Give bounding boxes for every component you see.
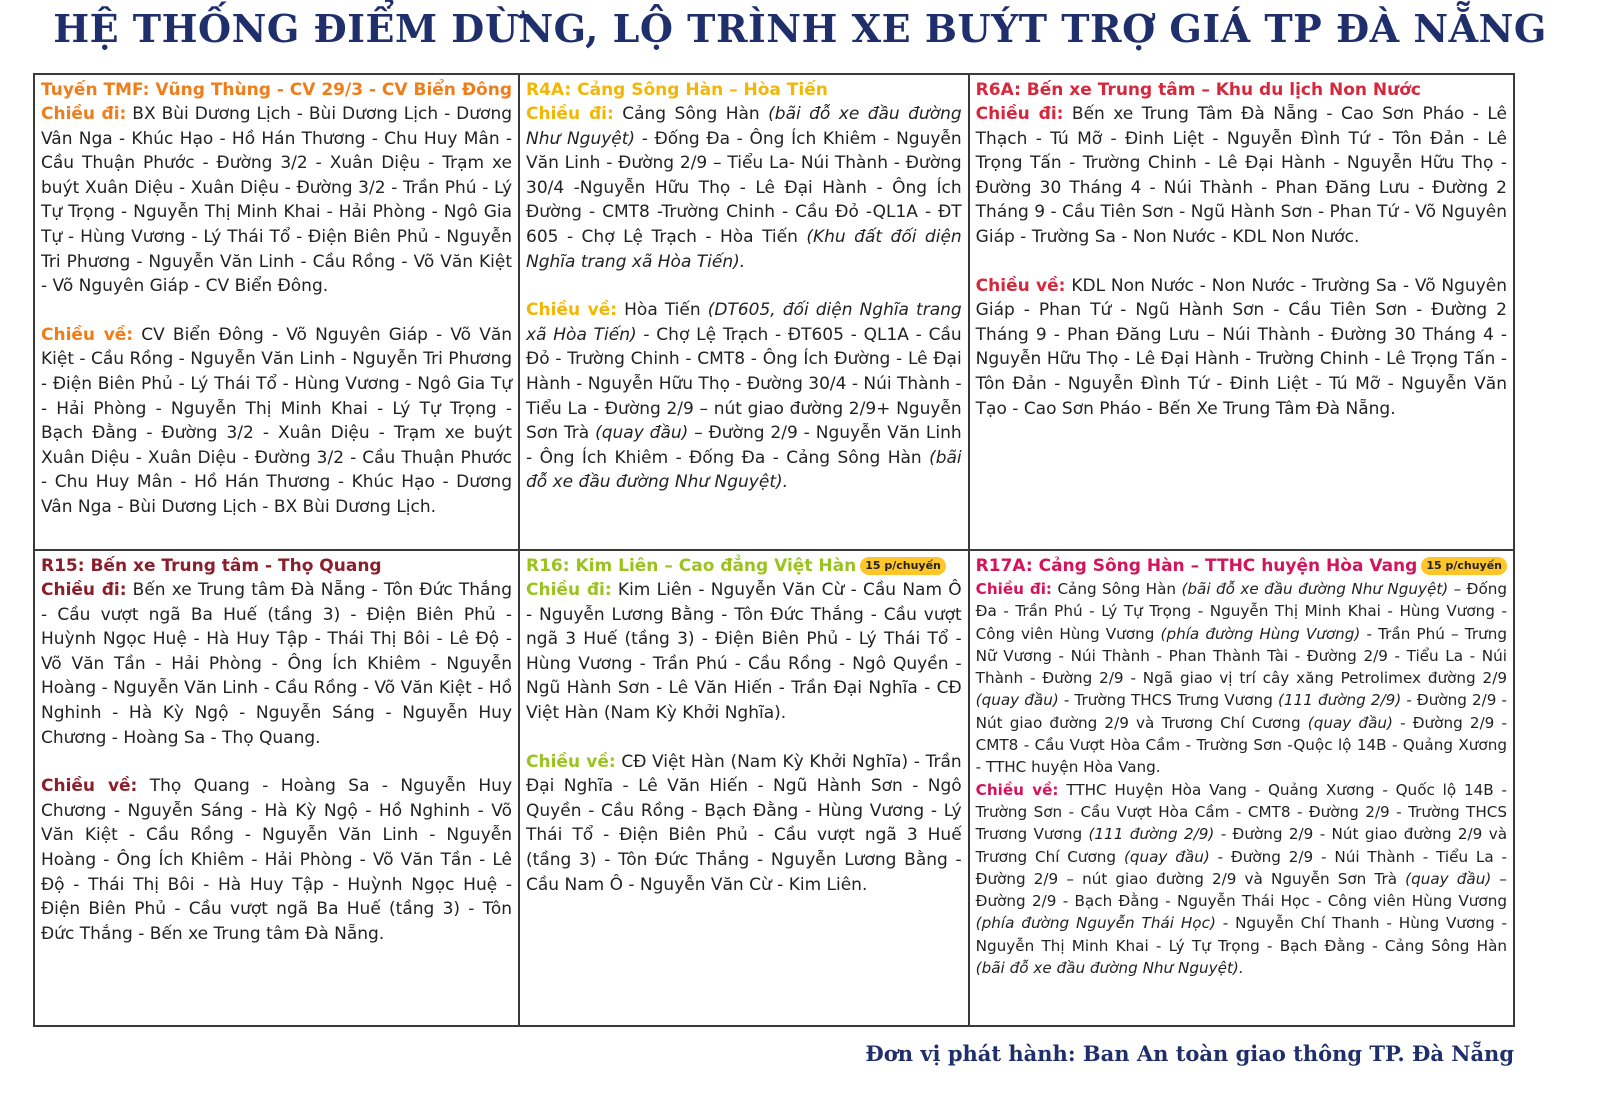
- publisher-footer: Đơn vị phát hành: Ban An toàn giao thông TP. Đà Nẵng: [865, 1041, 1514, 1066]
- route-go-note: (Khu đất đối diện Nghĩa trang xã Hòa Tiến).: [526, 226, 962, 272]
- route-back-note: (bãi đỗ xe đầu đường Như Nguyệt).: [975, 959, 1244, 978]
- route-back-note: (111 đường 2/9): [1088, 825, 1215, 844]
- frequency-badge: 15 p/chuyến: [1421, 557, 1507, 575]
- back-label: Chiều về:: [526, 751, 616, 772]
- route-cell-r6a: [970, 75, 1513, 551]
- route-back-note: (phía đường Nguyễn Thái Học): [975, 914, 1216, 933]
- route-title-r4a: R4A: Cảng Sông Hàn – Hòa Tiến: [526, 80, 828, 100]
- go-label: Chiều đi:: [41, 580, 127, 600]
- go-label: Chiều đi:: [526, 104, 614, 124]
- route-back-r15: [41, 774, 512, 946]
- route-back-text: CV Biển Đông - Võ Nguyên Giáp - Võ Văn Kiệt - Cầu Rồng - Nguyễn Văn Linh - Nguyễn Tri Phương - Điện Biên Phủ - Lý Thái Tổ - Hùng Vương - Ngô Gia Tự - Hải Phòng - Nguyễn Thị Minh Khai - Lý Tự Trọng - Bạch Đằng - Đường 3/2 - Xuân Diệu - Trạm xe buýt Xuân Diệu - Xuân Diệu - Đường 3/2 - Cầu Thuận Phước - Chu Huy Mân - Hồ Hán Thương - Khúc Hạo - Dương Vân Nga - Bùi Dương Lịch - BX Bùi Dương Lịch.: [41, 324, 513, 517]
- go-label: Chiều đi:: [526, 580, 612, 600]
- route-go-note: (bãi đỗ xe đầu đường Như Nguyệt): [526, 104, 962, 149]
- route-go-note: (111 đường 2/9): [1277, 691, 1402, 710]
- route-title-text: R17A: Cảng Sông Hàn – TTHC huyện Hòa Vang: [975, 556, 1418, 576]
- route-back-r16: [526, 750, 962, 898]
- route-back-text: - Chợ Lệ Trạch - ĐT605 - QL1A - Cầu Đỏ - Trường Chinh - CMT8 - Ông Ích Đường - Lê Đại Hành - Nguyễn Hữu Thọ - Đường 30/4 - Núi Thành - Tiểu La - Đường 2/9 – nút giao đường 2/9+ Nguyễn Sơn Trà: [526, 324, 962, 444]
- route-go-text: - Trần Phú – Trưng Nữ Vương - Núi Thành - Phan Thành Tài - Đường 2/9 - Tiểu La - Núi Thành - Đường 2/9 - Ngã giao vị trí cây xăng Petrolimex đường 2/9: [975, 624, 1507, 688]
- route-title-r15: R15: Bến xe Trung tâm - Thọ Quang: [41, 556, 382, 576]
- route-back-text: - Đường 2/9 - Núi Thành - Tiểu La - Đường 2/9 – nút giao đường 2/9 và Nguyễn Sơn Trà: [975, 847, 1508, 888]
- frequency-badge: 15 p/chuyến: [860, 557, 946, 575]
- route-go-r6a: [976, 102, 1507, 250]
- route-go-note: (phía đường Hùng Vương): [1160, 624, 1361, 643]
- routes-table: [33, 73, 1515, 1027]
- route-go-text: - Đống Đa - Ông Ích Khiêm - Nguyễn Văn Linh - Đường 2/9 – Tiểu La- Núi Thành - Đường 30/4 -Nguyễn Hữu Thọ - Lê Đại Hành - Ông Ích Đường - CMT8 -Trường Chinh - Cầu Đỏ -QL1A - ĐT 605 - Chợ Lệ Trạch - Hòa Tiến: [526, 128, 962, 247]
- route-go-text: - Đường 2/9 - CMT8 - Cầu Vượt Hòa Cầm - Trường Sơn -Quộc lộ 14B - Quảng Xương - TTHC huyện Hòa Vang.: [975, 713, 1508, 777]
- route-cell-r17a: [970, 551, 1513, 1025]
- route-back-note: (quay đầu): [1405, 869, 1492, 888]
- route-back-text: - Đường 2/9 - Nút giao đường 2/9 và Trương Chí Cương: [975, 825, 1507, 866]
- route-back-r4a: [526, 298, 962, 495]
- route-back-text: Thọ Quang - Hoàng Sa - Nguyễn Huy Chương - Nguyễn Sáng - Hà Kỳ Ngộ - Hồ Nghinh - Võ Văn Kiệt - Cầu Rồng - Nguyễn Văn Linh - Nguyễn Hoàng - Ông Ích Khiêm - Hải Phòng - Võ Văn Tần - Lê Độ - Thái Thị Bôi - Hà Huy Tập - Huỳnh Ngọc Huệ - Điện Biên Phủ - Cầu vượt ngã Ba Huế (tầng 3) - Tôn Đức Thắng - Bến xe Trung tâm Đà Nẵng.: [41, 776, 513, 944]
- route-go-r15: [41, 578, 512, 750]
- route-back-text: - Nguyễn Chí Thanh - Hùng Vương - Nguyễn Thị Minh Khai - Lý Tự Trọng - Bạch Đằng - Cảng Sông Hàn: [975, 914, 1507, 955]
- route-title-r6a: R6A: Bến xe Trung tâm – Khu du lịch Non Nước: [975, 80, 1422, 100]
- go-label: Chiều đi:: [975, 580, 1052, 598]
- route-go-r16: [526, 578, 962, 726]
- route-back-note: (bãi đỗ xe đầu đường Như Nguyệt).: [526, 447, 962, 493]
- route-go-tmf: [41, 102, 512, 299]
- route-go-text: Bến xe Trung tâm Đà Nẵng - Tôn Đức Thắng - Cầu vượt ngã Ba Huế (tầng 3) - Điện Biên Phủ - Huỳnh Ngọc Huệ - Hà Huy Tập - Thái Thị Bôi - Lê Độ - Võ Văn Tần - Hải Phòng - Ông Ích Khiêm - Nguyễn Hoàng - Nguyễn Văn Linh - Cầu Rồng - Võ Văn Kiệt - Hồ Nghinh - Hà Kỳ Ngộ - Nguyễn Sáng - Nguyễn Huy Chương - Hoàng Sa - Thọ Quang.: [41, 580, 513, 748]
- route-go-text: Bến xe Trung Tâm Đà Nẵng - Cao Sơn Pháo - Lê Thạch - Tú Mỡ - Đinh Liệt - Nguyễn Đình Tứ - Tôn Đản - Lê Trọng Tấn - Trường Chinh - Lê Đại Hành - Nguyễn Hữu Thọ - Đường 30 Tháng 4 - Núi Thành - Phan Đăng Lưu - Đường 2 Tháng 9 - Cầu Tiên Sơn - Ngũ Hành Sơn - Phan Tứ - Võ Nguyên Giáp - Trường Sa - Non Nước - KDL Non Nước.: [975, 104, 1507, 247]
- route-back-text: KDL Non Nước - Non Nước - Trường Sa - Võ Nguyên Giáp - Phan Tứ - Ngũ Hành Sơn - Cầu Tiên Sơn - Đường 2 Tháng 9 - Phan Đăng Lưu – Núi Thành - Đường 30 Tháng 4 - Nguyễn Hữu Thọ - Lê Đại Hành - Trường Chinh - Lê Trọng Tấn - Tôn Đản - Nguyễn Đình Tứ - Đinh Liệt - Tú Mỡ - Nguyễn Văn Tạo - Cao Sơn Pháo - Bến Xe Trung Tâm Đà Nẵng.: [975, 275, 1508, 419]
- route-title-tmf: Tuyến TMF: Vũng Thùng - CV 29/3 - CV Biển Đông: [41, 80, 513, 100]
- route-go-text: – Đống Đa - Trần Phú - Lý Tự Trọng - Nguyễn Thị Minh Khai - Hùng Vương - Công viên Hùng Vương: [975, 580, 1508, 643]
- route-go-text: - Đường 2/9 - Nút giao đường 2/9 và Trương Chí Cương: [975, 691, 1507, 732]
- route-back-r17a: [976, 779, 1507, 980]
- back-label: Chiều về:: [41, 324, 134, 345]
- back-label: Chiều về:: [975, 275, 1066, 296]
- back-label: Chiều về:: [526, 300, 618, 321]
- route-title-r16: [526, 555, 962, 578]
- route-back-text: – Đường 2/9 - Nguyễn Văn Linh - Ông Ích Khiêm - Đống Đa - Cảng Sông Hàn: [526, 423, 962, 468]
- page-title: HỆ THỐNG ĐIỂM DỪNG, LỘ TRÌNH XE BUÝT TRỢ GIÁ TP ĐÀ NẴNG: [53, 6, 1547, 51]
- route-back-note: (quay đầu): [595, 423, 689, 444]
- route-cell-tmf: [35, 75, 520, 551]
- route-go-text: - Trường THCS Trưng Vương: [1058, 691, 1278, 710]
- back-label: Chiều về:: [975, 780, 1059, 799]
- route-back-text: Hòa Tiến: [624, 300, 708, 321]
- route-go-r4a: [526, 102, 962, 274]
- route-go-r17a: [976, 578, 1507, 779]
- go-label: Chiều đi:: [975, 104, 1064, 124]
- route-go-note: (bãi đỗ xe đầu đường Như Nguyệt): [1181, 580, 1449, 598]
- route-title-r17a: [976, 555, 1507, 578]
- route-back-r6a: [976, 274, 1507, 422]
- route-go-text: Cảng Sông Hàn: [622, 104, 769, 124]
- route-back-note: (quay đầu): [1123, 847, 1210, 866]
- route-back-tmf: [41, 323, 512, 520]
- route-go-text: Kim Liên - Nguyễn Văn Cừ - Cầu Nam Ô - Nguyễn Lương Bằng - Tôn Đức Thắng - Cầu vượt ngã 3 Huế (tầng 3) - Điện Biên Phủ - Lý Thái Tổ - Hùng Vương - Trần Phú - Cầu Rồng - Ngô Quyền - Ngũ Hành Sơn - Lê Văn Hiến - Trần Đại Nghĩa - CĐ Việt Hàn (Nam Kỳ Khởi Nghĩa).: [526, 580, 962, 723]
- route-back-text: – Đường 2/9 - Bạch Đằng - Nguyễn Thái Học - Công viên Hùng Vương: [975, 869, 1507, 911]
- go-label: Chiều đi:: [41, 104, 127, 124]
- route-cell-r15: [35, 551, 520, 1025]
- route-title-text: R16: Kim Liên – Cao đẳng Việt Hàn: [526, 556, 857, 576]
- route-back-note: (DT605, đối diện Nghĩa trang xã Hòa Tiến): [526, 300, 962, 345]
- route-go-text: BX Bùi Dương Lịch - Bùi Dương Lịch - Dương Vân Nga - Khúc Hạo - Hồ Hán Thương - Chu Huy Mân - Cầu Thuận Phước - Đường 3/2 - Xuân Diệu - Trạm xe buýt Xuân Diệu - Xuân Diệu - Đường 3/2 - Trần Phú - Lý Tự Trọng - Nguyễn Thị Minh Khai - Hải Phòng - Ngô Gia Tự - Hùng Vương - Lý Thái Tổ - Điện Biên Phủ - Nguyễn Tri Phương - Nguyễn Văn Linh - Cầu Rồng - Võ Văn Kiệt - Võ Nguyên Giáp - CV Biển Đông.: [41, 104, 513, 297]
- route-cell-r16: [520, 551, 970, 1025]
- route-go-note: (quay đầu): [975, 691, 1059, 710]
- route-cell-r4a: [520, 75, 970, 551]
- back-label: Chiều về:: [41, 776, 138, 797]
- route-back-text: TTHC Huyện Hòa Vang - Quảng Xương - Quốc lộ 14B - Trường Sơn - Cầu Vượt Hòa Cầm - CMT8 - Đường 2/9 - Trường THCS Trương Vương: [975, 780, 1507, 844]
- route-go-note: (quay đầu): [1307, 713, 1393, 732]
- route-go-text: Cảng Sông Hàn: [1057, 580, 1182, 598]
- route-back-text: CĐ Việt Hàn (Nam Kỳ Khởi Nghĩa) - Trần Đại Nghĩa - Lê Văn Hiến - Ngũ Hành Sơn - Ngô Quyền - Cầu Rồng - Bạch Đằng - Hùng Vương - Lý Thái Tổ - Điện Biên Phủ - Cầu vượt ngã 3 Huế (tầng 3) - Tôn Đức Thắng - Nguyễn Lương Bằng - Cầu Nam Ô - Nguyễn Văn Cừ - Kim Liên.: [526, 751, 962, 895]
